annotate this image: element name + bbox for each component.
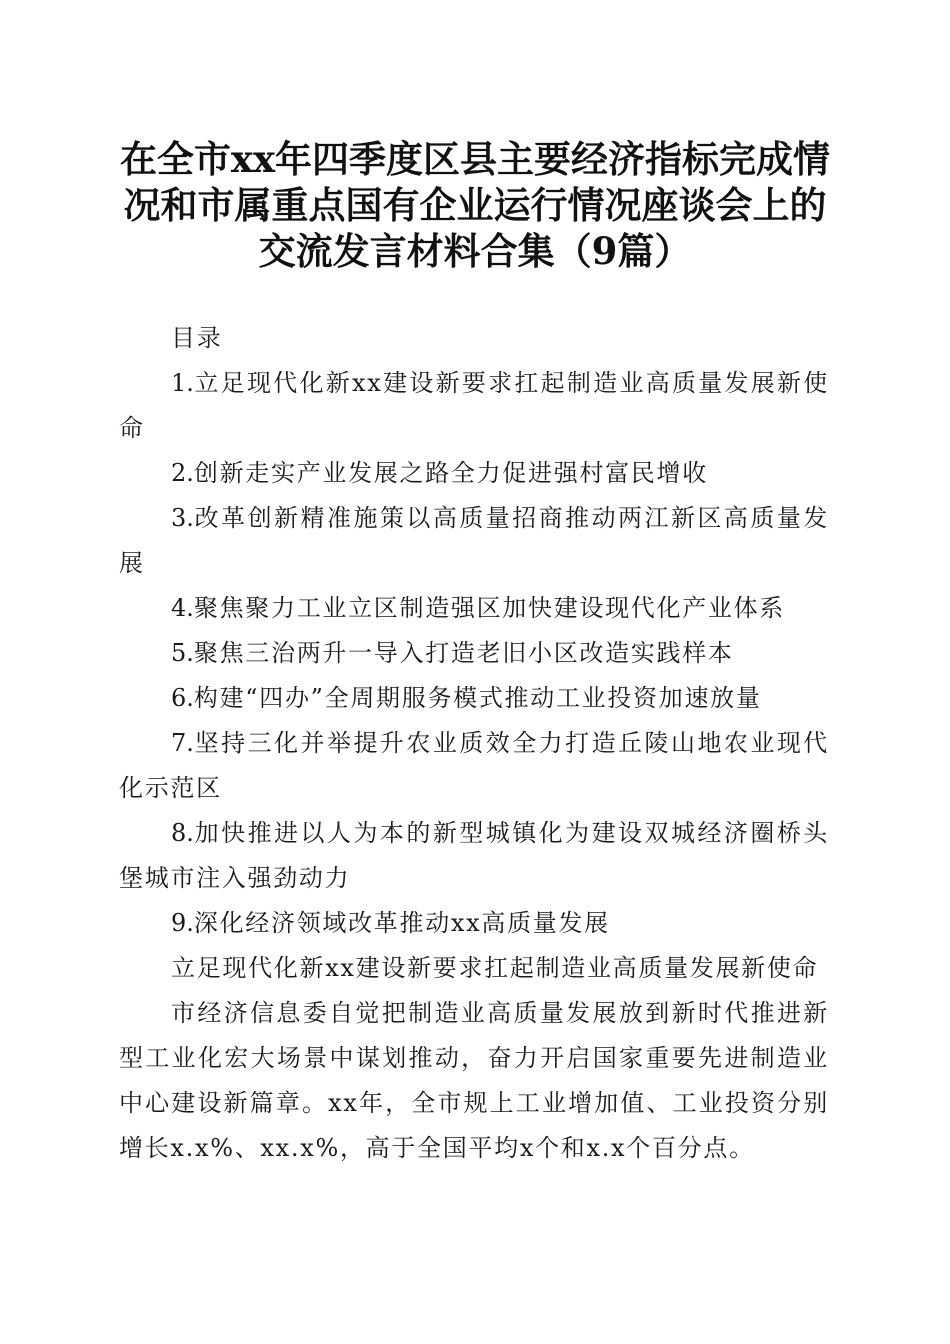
toc-item-text: 坚持三化并举提升农业质效全力打造丘陵山地农业现代化示范区 bbox=[119, 729, 829, 802]
toc-item-5 bbox=[119, 631, 829, 676]
toc-item-text: 改革创新精准施策以高质量招商推动两江新区高质量发展 bbox=[119, 504, 829, 577]
toc-item-text: 创新走实产业发展之路全力促进强村富民增收 bbox=[193, 459, 708, 487]
toc-item-text: 加快推进以人为本的新型城镇化为建设双城经济圈桥头堡城市注入强劲动力 bbox=[119, 819, 829, 892]
document-body bbox=[119, 316, 829, 1171]
table-of-contents bbox=[119, 361, 829, 946]
toc-heading: 目录 bbox=[171, 324, 223, 352]
toc-item-number: 7. bbox=[171, 729, 194, 757]
toc-item-text: 构建“四办”全周期服务模式推动工业投资加速放量 bbox=[193, 684, 762, 712]
toc-item-number: 5. bbox=[171, 639, 194, 667]
toc-item-3 bbox=[119, 496, 829, 586]
document-title: 在全市xx年四季度区县主要经济指标完成情况和市属重点国有企业运行情况座谈会上的交流发言材料合集（9篇） bbox=[119, 137, 831, 273]
toc-item-7 bbox=[119, 721, 829, 811]
toc-item-number: 1. bbox=[171, 369, 194, 397]
toc-item-4 bbox=[119, 586, 829, 631]
toc-item-2 bbox=[119, 451, 829, 496]
toc-item-text: 聚焦聚力工业立区制造强区加快建设现代化产业体系 bbox=[193, 594, 786, 622]
toc-item-number: 9. bbox=[171, 909, 194, 937]
toc-item-text: 立足现代化新xx建设新要求扛起制造业高质量发展新使命 bbox=[119, 369, 829, 442]
section-paragraph: 市经济信息委自觉把制造业高质量发展放到新时代推进新型工业化宏大场景中谋划推动，奋力开启国家重要先进制造业中心建设新篇章。xx年，全市规上工业增加值、工业投资分别增长x.x%、xx.x%，高于全国平均x个和x.x个百分点。 bbox=[119, 999, 829, 1162]
toc-item-number: 8. bbox=[171, 819, 194, 847]
toc-item-9 bbox=[119, 901, 829, 946]
toc-item-number: 6. bbox=[171, 684, 194, 712]
toc-item-6 bbox=[119, 676, 829, 721]
toc-item-number: 3. bbox=[171, 504, 194, 532]
toc-item-text: 深化经济领域改革推动xx高质量发展 bbox=[193, 909, 610, 937]
toc-item-1 bbox=[119, 361, 829, 451]
toc-item-number: 2. bbox=[171, 459, 194, 487]
toc-item-8 bbox=[119, 811, 829, 901]
section-heading: 立足现代化新xx建设新要求扛起制造业高质量发展新使命 bbox=[171, 954, 819, 982]
toc-item-text: 聚焦三治两升一导入打造老旧小区改造实践样本 bbox=[193, 639, 734, 667]
toc-item-number: 4. bbox=[171, 594, 194, 622]
